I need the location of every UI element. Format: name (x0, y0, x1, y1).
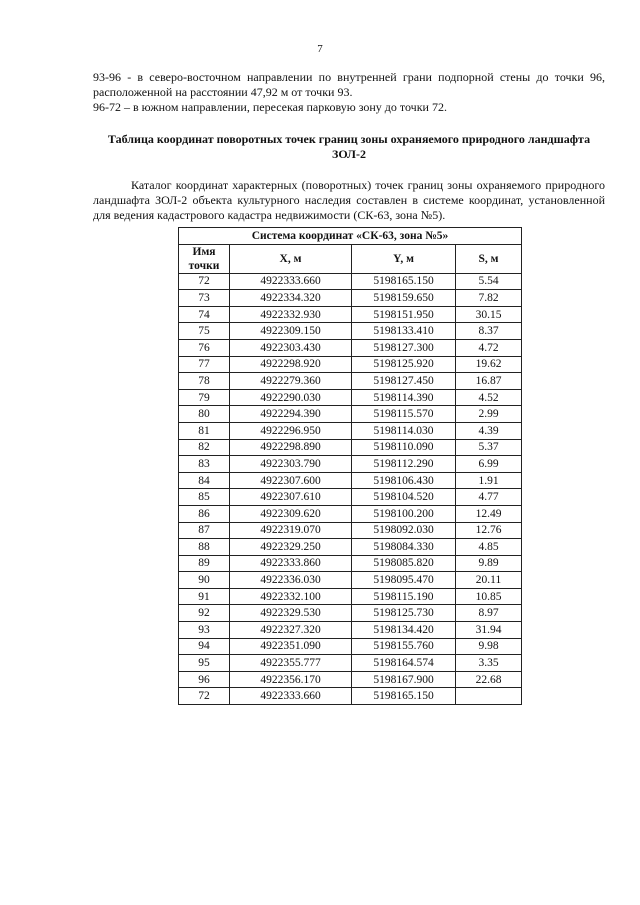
table-row (179, 489, 522, 506)
paragraph-93-96: 93-96 - в северо-восточном направлении по внутренней грани подпорной стены до точки 96, расположенной на расстоянии 47,92 м от точки 93. (93, 70, 605, 99)
s-cell (456, 688, 522, 705)
point-name-cell: 73 (179, 290, 230, 307)
point-name-cell: 81 (179, 422, 230, 439)
s-cell: 7.82 (456, 290, 522, 307)
point-name-cell: 86 (179, 505, 230, 522)
table-row (179, 406, 522, 423)
y-cell: 5198110.090 (352, 439, 456, 456)
y-cell: 5198165.150 (352, 688, 456, 705)
y-cell: 5198125.920 (352, 356, 456, 373)
table-row (179, 339, 522, 356)
table-row (179, 439, 522, 456)
x-cell: 4922329.530 (230, 605, 352, 622)
table-row (179, 306, 522, 323)
x-cell: 4922333.860 (230, 555, 352, 572)
point-name-cell: 94 (179, 638, 230, 655)
s-cell: 9.98 (456, 638, 522, 655)
point-name-cell: 77 (179, 356, 230, 373)
x-cell: 4922309.620 (230, 505, 352, 522)
column-header-s: S, м (456, 244, 522, 273)
page-number: 7 (317, 43, 323, 55)
y-cell: 5198167.900 (352, 671, 456, 688)
y-cell: 5198112.290 (352, 456, 456, 473)
table-row (179, 323, 522, 340)
y-cell: 5198115.570 (352, 406, 456, 423)
x-cell: 4922279.360 (230, 373, 352, 390)
x-cell: 4922355.777 (230, 655, 352, 672)
point-name-cell: 72 (179, 688, 230, 705)
x-cell: 4922307.600 (230, 472, 352, 489)
y-cell: 5198125.730 (352, 605, 456, 622)
y-cell: 5198127.450 (352, 373, 456, 390)
point-name-cell: 76 (179, 339, 230, 356)
x-cell: 4922294.390 (230, 406, 352, 423)
y-cell: 5198084.330 (352, 539, 456, 556)
intro-paragraph: Каталог координат характерных (поворотных) точек границ зоны охраняемого природного ландшафта ЗОЛ-2 объекта культурного наследия составлен в системе координат, установленной для ведения кадастрового кадастра недвижимости (СК-63, зона №5). (93, 178, 605, 222)
point-name-cell: 84 (179, 472, 230, 489)
y-cell: 5198134.420 (352, 622, 456, 639)
table-row (179, 356, 522, 373)
y-cell: 5198127.300 (352, 339, 456, 356)
s-cell: 16.87 (456, 373, 522, 390)
x-cell: 4922298.920 (230, 356, 352, 373)
y-cell: 5198106.430 (352, 472, 456, 489)
s-cell: 20.11 (456, 572, 522, 589)
table-row (179, 555, 522, 572)
table-row (179, 422, 522, 439)
point-name-cell: 82 (179, 439, 230, 456)
s-cell: 2.99 (456, 406, 522, 423)
point-name-cell: 75 (179, 323, 230, 340)
point-name-cell: 90 (179, 572, 230, 589)
table-row (179, 389, 522, 406)
point-name-cell: 92 (179, 605, 230, 622)
x-cell: 4922298.890 (230, 439, 352, 456)
point-name-cell: 91 (179, 588, 230, 605)
coordinates-table-body (179, 273, 522, 704)
s-cell: 4.52 (456, 389, 522, 406)
table-row (179, 605, 522, 622)
s-cell: 31.94 (456, 622, 522, 639)
point-name-cell: 85 (179, 489, 230, 506)
point-name-cell: 96 (179, 671, 230, 688)
point-name-cell: 74 (179, 306, 230, 323)
column-header-x: X, м (230, 244, 352, 273)
point-name-cell: 89 (179, 555, 230, 572)
s-cell: 4.39 (456, 422, 522, 439)
point-name-cell: 87 (179, 522, 230, 539)
s-cell: 10.85 (456, 588, 522, 605)
s-cell: 9.89 (456, 555, 522, 572)
x-cell: 4922333.660 (230, 273, 352, 290)
point-name-cell: 79 (179, 389, 230, 406)
y-cell: 5198092.030 (352, 522, 456, 539)
x-cell: 4922332.100 (230, 588, 352, 605)
table-row (179, 688, 522, 705)
point-name-cell: 95 (179, 655, 230, 672)
x-cell: 4922334.320 (230, 290, 352, 307)
column-header-y: Y, м (352, 244, 456, 273)
table-row (179, 638, 522, 655)
table-row (179, 671, 522, 688)
column-header-point-name: Имя точки (179, 244, 230, 273)
point-name-cell: 83 (179, 456, 230, 473)
point-name-cell: 93 (179, 622, 230, 639)
table-row (179, 273, 522, 290)
x-cell: 4922332.930 (230, 306, 352, 323)
table-row (179, 472, 522, 489)
point-name-cell: 72 (179, 273, 230, 290)
s-cell: 22.68 (456, 671, 522, 688)
x-cell: 4922336.030 (230, 572, 352, 589)
coordinate-system-header: Система координат «СК-63, зона №5» (179, 228, 522, 245)
y-cell: 5198100.200 (352, 505, 456, 522)
s-cell: 1.91 (456, 472, 522, 489)
table-row (179, 456, 522, 473)
table-heading: Таблица координат поворотных точек границ зоны охраняемого природного ландшафта ЗОЛ-2 (107, 132, 591, 161)
table-row (179, 655, 522, 672)
point-name-cell: 78 (179, 373, 230, 390)
x-cell: 4922296.950 (230, 422, 352, 439)
x-cell: 4922333.660 (230, 688, 352, 705)
x-cell: 4922327.320 (230, 622, 352, 639)
y-cell: 5198133.410 (352, 323, 456, 340)
s-cell: 12.76 (456, 522, 522, 539)
paragraph-96-72: 96-72 – в южном направлении, пересекая парковую зону до точки 72. (93, 100, 447, 114)
s-cell: 4.77 (456, 489, 522, 506)
y-cell: 5198115.190 (352, 588, 456, 605)
x-cell: 4922329.250 (230, 539, 352, 556)
y-cell: 5198114.390 (352, 389, 456, 406)
table-row (179, 622, 522, 639)
y-cell: 5198155.760 (352, 638, 456, 655)
x-cell: 4922356.170 (230, 671, 352, 688)
y-cell: 5198164.574 (352, 655, 456, 672)
y-cell: 5198104.520 (352, 489, 456, 506)
s-cell: 5.37 (456, 439, 522, 456)
point-name-cell: 80 (179, 406, 230, 423)
s-cell: 5.54 (456, 273, 522, 290)
y-cell: 5198165.150 (352, 273, 456, 290)
y-cell: 5198095.470 (352, 572, 456, 589)
x-cell: 4922351.090 (230, 638, 352, 655)
table-row (179, 505, 522, 522)
y-cell: 5198114.030 (352, 422, 456, 439)
y-cell: 5198151.950 (352, 306, 456, 323)
x-cell: 4922290.030 (230, 389, 352, 406)
table-row (179, 572, 522, 589)
s-cell: 4.85 (456, 539, 522, 556)
s-cell: 30.15 (456, 306, 522, 323)
table-row (179, 522, 522, 539)
table-row (179, 588, 522, 605)
x-cell: 4922307.610 (230, 489, 352, 506)
s-cell: 12.49 (456, 505, 522, 522)
coordinates-table (178, 227, 522, 705)
table-row (179, 373, 522, 390)
s-cell: 8.37 (456, 323, 522, 340)
s-cell: 6.99 (456, 456, 522, 473)
s-cell: 19.62 (456, 356, 522, 373)
table-row (179, 539, 522, 556)
x-cell: 4922319.070 (230, 522, 352, 539)
x-cell: 4922303.430 (230, 339, 352, 356)
y-cell: 5198085.820 (352, 555, 456, 572)
point-name-cell: 88 (179, 539, 230, 556)
table-row (179, 290, 522, 307)
x-cell: 4922309.150 (230, 323, 352, 340)
y-cell: 5198159.650 (352, 290, 456, 307)
x-cell: 4922303.790 (230, 456, 352, 473)
s-cell: 3.35 (456, 655, 522, 672)
s-cell: 4.72 (456, 339, 522, 356)
s-cell: 8.97 (456, 605, 522, 622)
